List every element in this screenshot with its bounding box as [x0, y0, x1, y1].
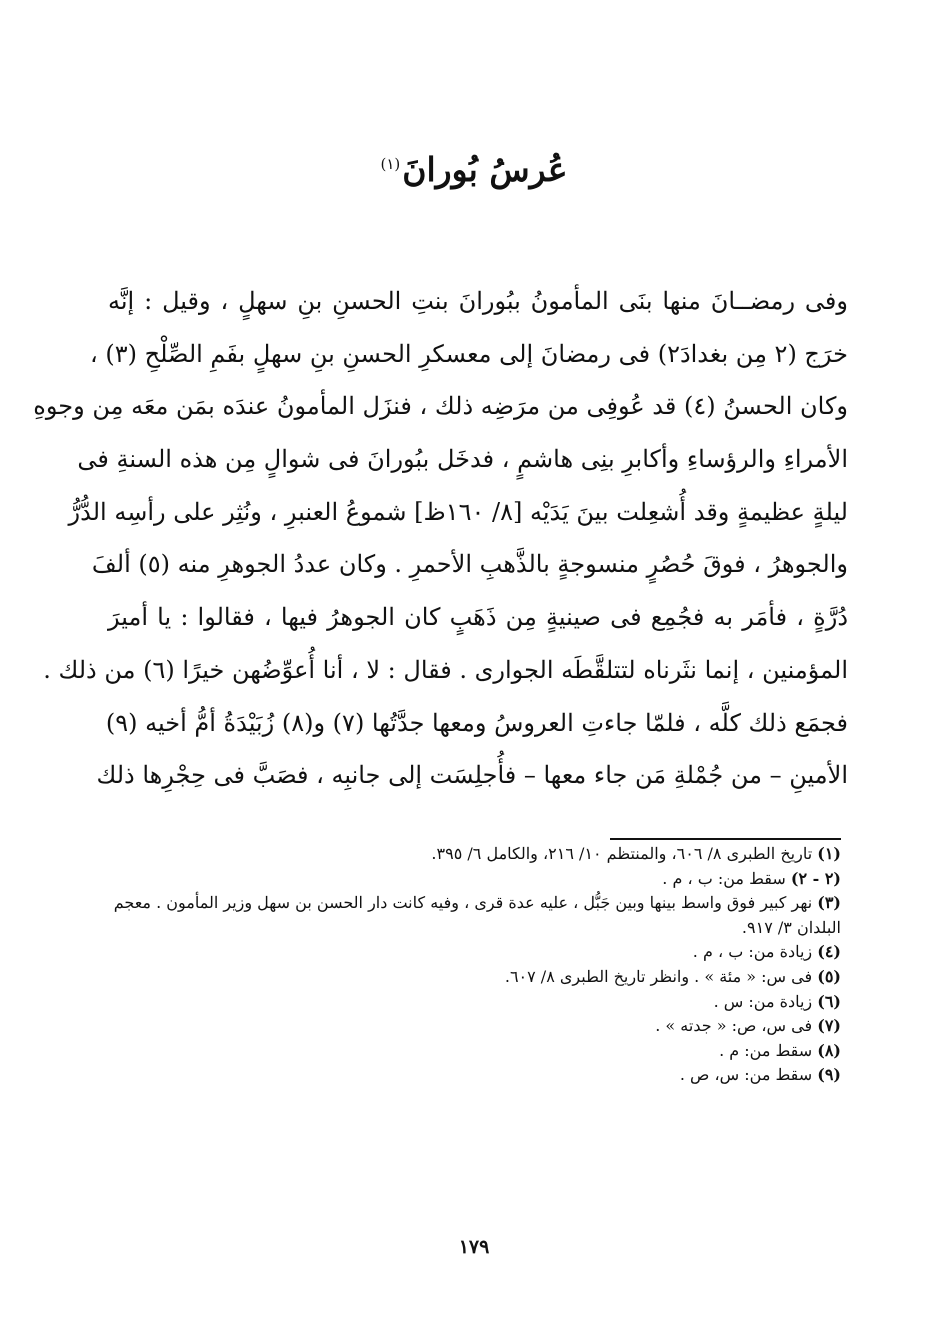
footnote-text: فى س: « مئة » . وانظر تاريخ الطبرى ٨/ ٦٠٧.	[504, 966, 813, 986]
footnote-number: (٧)	[817, 1016, 841, 1036]
body-line: وكان الحسنُ (٤) قد عُوفِى من مرَضِه ذلك ، فنزَل المأمونُ عندَه بمَن معَه مِن وجوهِ	[33, 392, 848, 421]
footnote-text: زيادة من: س .	[713, 991, 813, 1011]
chapter-title-text: عُرسُ بُورانَ	[402, 150, 568, 189]
footnote-text: زيادة من: ب ، م .	[692, 942, 813, 962]
page-number: ١٧٩	[458, 1236, 490, 1258]
body-line: دُرَّةٍ ، فأمَر به فجُمِع فى صينيةٍ مِن ذَهَبٍ كان الجوهرُ فيها ، فقالوا : يا أميرَ	[108, 603, 848, 632]
title-footnote-marker: (١)	[380, 155, 401, 173]
footnote-text: نهر كبير فوق واسط بينها وبين جَبُّل ، عليه عدة قرى ، وفيه كانت دار الحسن بن سهل وزير المأمون . معجم البلدان ٣/ ٩١٧.	[113, 893, 841, 937]
body-line: وفى رمضــانَ منها بنَى المأمونُ ببُورانَ بنتِ الحسنِ بنِ سهلٍ ، وقيل : إنَّه	[108, 287, 848, 315]
body-line: الأمراءِ والرؤساءِ وأكابرِ بنِى هاشمٍ ، فدخَل ببُورانَ فى شوالٍ مِن هذه السنةِ فى	[77, 445, 848, 474]
body-line: والجوهرُ ، فوقَ حُصُرٍ منسوجةٍ بالذَّهبِ الأحمرِ . وكان عددُ الجوهرِ منه (٥) ألفَ	[91, 550, 848, 579]
footnote-text: سقط من: ب ، م .	[662, 868, 786, 888]
body-line: فجمَع ذلك كلَّه ، فلمّا جاءتِ العروسُ ومعها جدَّتُها (٧) و(٨) زُبَيْدَةُ أمُّ أخيه (٩)	[105, 708, 848, 737]
footnote-number: (٩)	[817, 1065, 841, 1085]
footnote	[106, 1039, 841, 1064]
footnote-number: (٤)	[817, 942, 841, 962]
body-line: الأمينِ – من جُمْلةِ مَن جاء معها – فأُجلِسَت إلى جانبِه ، فصَبَّ فى حِجْرِها ذلك	[96, 761, 848, 790]
footnote-text: سقط من: م .	[719, 1040, 813, 1060]
main-paragraph	[33, 275, 848, 802]
footnote-number: (٢ - ٢)	[790, 868, 841, 888]
footnote-number: (٣)	[817, 893, 841, 913]
body-line: خرَج (٢ مِن بغدادَ٢) فى رمضانَ إلى معسكرِ الحسنِ بنِ سهلٍ بفَمِ الصِّلْحِ (٣) ،	[89, 339, 848, 368]
footnote	[106, 842, 841, 867]
footnote	[106, 867, 841, 892]
footnote	[106, 1014, 841, 1039]
footnote-text: تاريخ الطبرى ٨/ ٦٠٦، والمنتظم ١٠/ ٢١٦، والكامل ٦/ ٣٩٥.	[431, 844, 813, 863]
footnote	[106, 891, 841, 940]
footnote	[106, 965, 841, 990]
chapter-title	[0, 138, 948, 196]
footnotes-section	[106, 842, 841, 1088]
body-line: المؤمنين ، إنما نثَرناه لتتلقَّطَه الجوارى . فقال : لا ، أنا أُعوِّضُهن خيرًا (٦) من ذلك .	[43, 655, 848, 684]
body-line: ليلةٍ عظيمةٍ وقد أُشعِلت بينَ يَدَيْه [٨/ ١٦٠ظ] شموعُ العنبرِ ، ونُثِر على رأسِه الدُّرُّ	[68, 497, 848, 526]
footnote-text: فى س، ص: « جدته » .	[655, 1016, 813, 1036]
footnote-number: (١)	[817, 844, 841, 863]
footnote-number: (٦)	[817, 991, 841, 1011]
footnote	[106, 990, 841, 1015]
footnote-divider	[610, 838, 841, 840]
footnote	[106, 940, 841, 965]
footnote	[106, 1063, 841, 1088]
footnote-number: (٥)	[817, 966, 841, 986]
footnote-text: سقط من: س، ص .	[679, 1065, 813, 1085]
footnote-number: (٨)	[817, 1040, 841, 1060]
